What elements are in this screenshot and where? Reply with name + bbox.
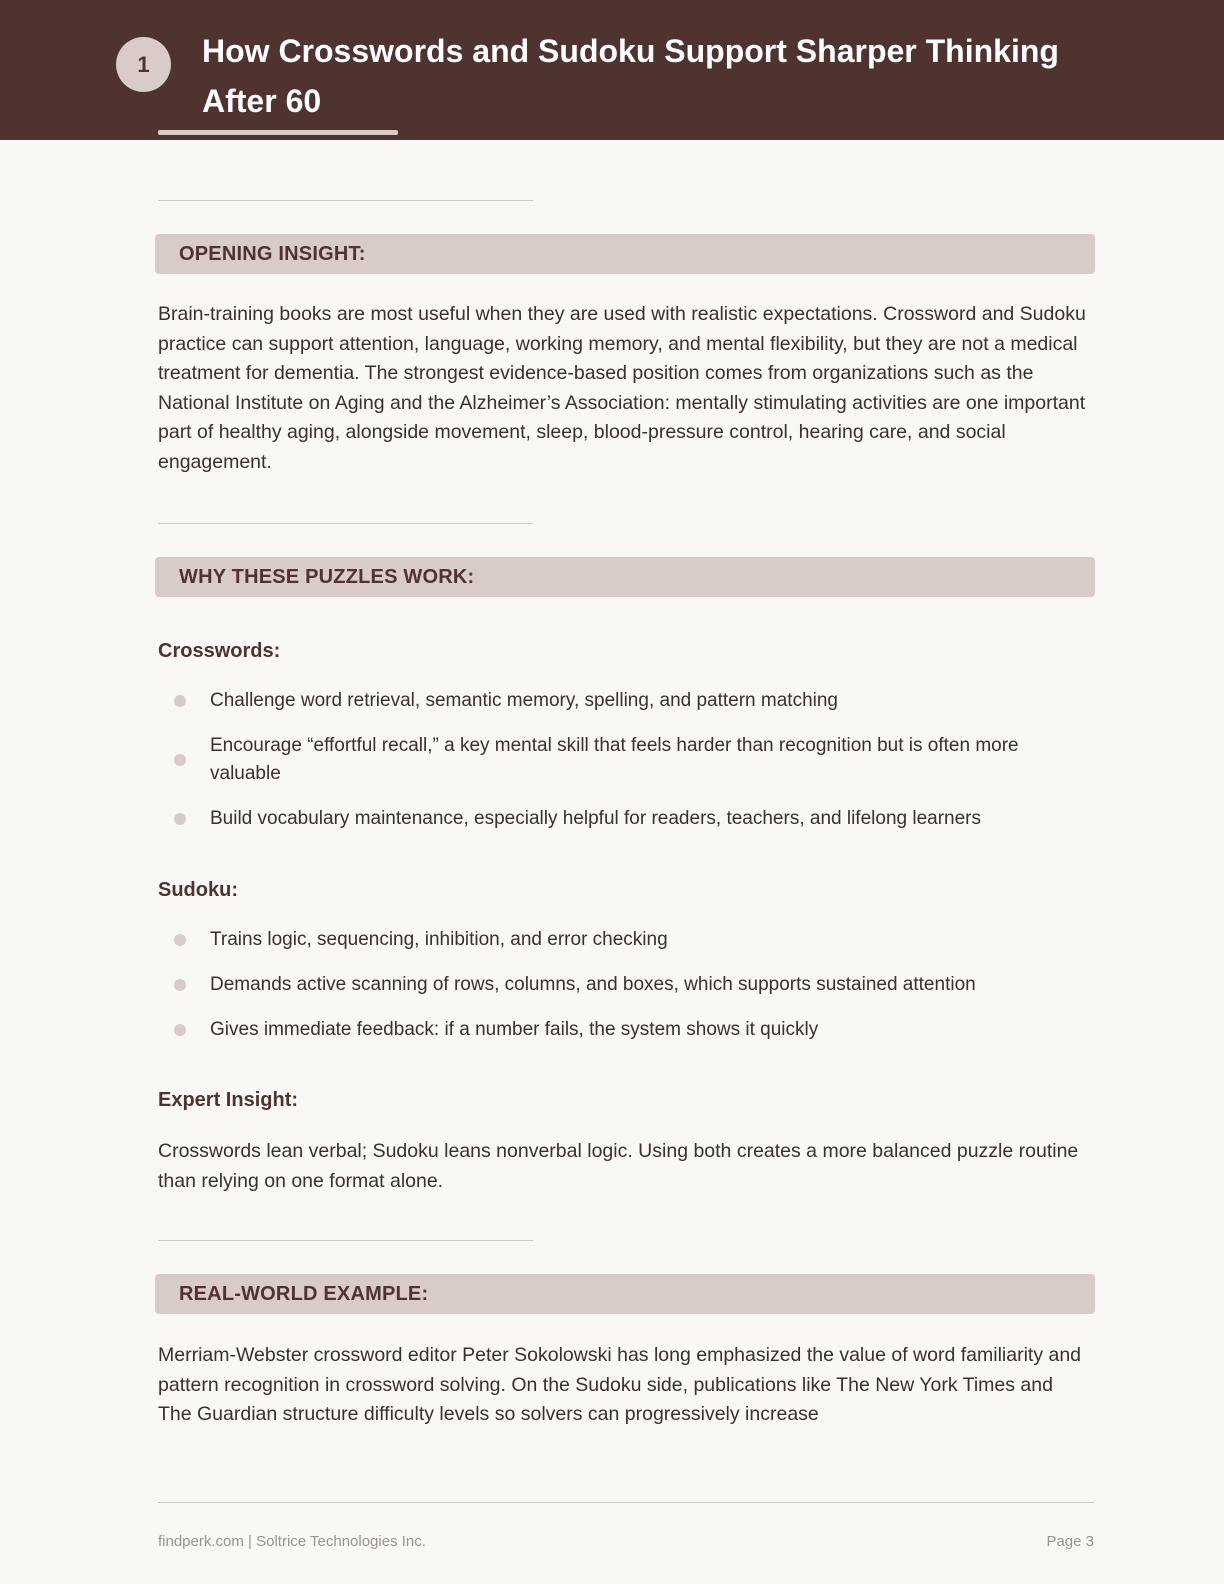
subheading-expert-insight: Expert Insight:	[158, 1089, 299, 1111]
section-heading-opening: OPENING INSIGHT:	[155, 234, 1095, 274]
chapter-number-badge: 1	[116, 37, 171, 92]
opening-paragraph: Brain-training books are most useful when they are used with realistic expectations. Crossword and Sudoku practice can support attention, language, working memory, and mental flexibility, but they are not a medical treatment for dementia. The strongest evidence-based position comes from organizations such as the National Institute on Aging and the Alzheimer’s Association: mentally stimulating activities are one important part of healthy aging, alongside movement, sleep, blood-pressure control, hearing care, and social engagement.	[158, 303, 1086, 473]
list-item-text: Gives immediate feedback: if a number fails, the system shows it quickly	[210, 1019, 819, 1040]
expert-insight-paragraph: Crosswords lean verbal; Sudoku leans nonverbal logic. Using both creates a more balanced puzzle routine than relying on one format alone.	[158, 1140, 1079, 1192]
section-heading-why: WHY THESE PUZZLES WORK:	[155, 557, 1095, 597]
section-divider	[158, 200, 533, 201]
list-item-text: Build vocabulary maintenance, especially helpful for readers, teachers, and lifelong learners	[210, 808, 981, 829]
list-item-text: Encourage “effortful recall,” a key mental skill that feels harder than recognition but is often more valuable	[210, 735, 1019, 784]
bullet-dot	[174, 934, 186, 946]
section-heading-example: REAL-WORLD EXAMPLE:	[155, 1274, 1095, 1314]
list-item	[174, 971, 1094, 999]
chapter-header	[0, 0, 1224, 140]
footer-source: findperk.com | Soltrice Technologies Inc.	[158, 1533, 426, 1550]
list-item-text: Demands active scanning of rows, columns, and boxes, which supports sustained attention	[210, 974, 976, 995]
list-item	[174, 732, 1094, 788]
example-paragraph: Merriam-Webster crossword editor Peter Sokolowski has long emphasized the value of word familiarity and pattern recognition in crossword solving. On the Sudoku side, publications like The New York Times and The Guardian structure difficulty levels so solvers can progressively increase	[158, 1344, 1082, 1425]
subheading-sudoku: Sudoku:	[158, 879, 238, 901]
chapter-title: How Crosswords and Sudoku Support Sharper Thinking After 60	[202, 33, 1059, 119]
list-item-text: Challenge word retrieval, semantic memory, spelling, and pattern matching	[210, 690, 839, 711]
bullet-dot	[174, 813, 186, 825]
bullet-dot	[174, 695, 186, 707]
section-divider	[158, 1240, 533, 1241]
list-item	[174, 926, 1094, 954]
bullet-dot	[174, 979, 186, 991]
footer-divider	[158, 1502, 1094, 1503]
list-item	[174, 1016, 1094, 1044]
title-underline	[158, 130, 398, 135]
section-divider	[158, 523, 533, 524]
list-item	[174, 805, 1094, 833]
crosswords-list	[174, 687, 1094, 833]
list-item	[174, 687, 1094, 715]
page-number: Page 3	[1046, 1533, 1094, 1550]
sudoku-list	[174, 926, 1094, 1044]
bullet-dot	[174, 1024, 186, 1036]
subheading-crosswords: Crosswords:	[158, 640, 281, 662]
bullet-dot	[174, 754, 186, 766]
list-item-text: Trains logic, sequencing, inhibition, and error checking	[210, 929, 668, 950]
